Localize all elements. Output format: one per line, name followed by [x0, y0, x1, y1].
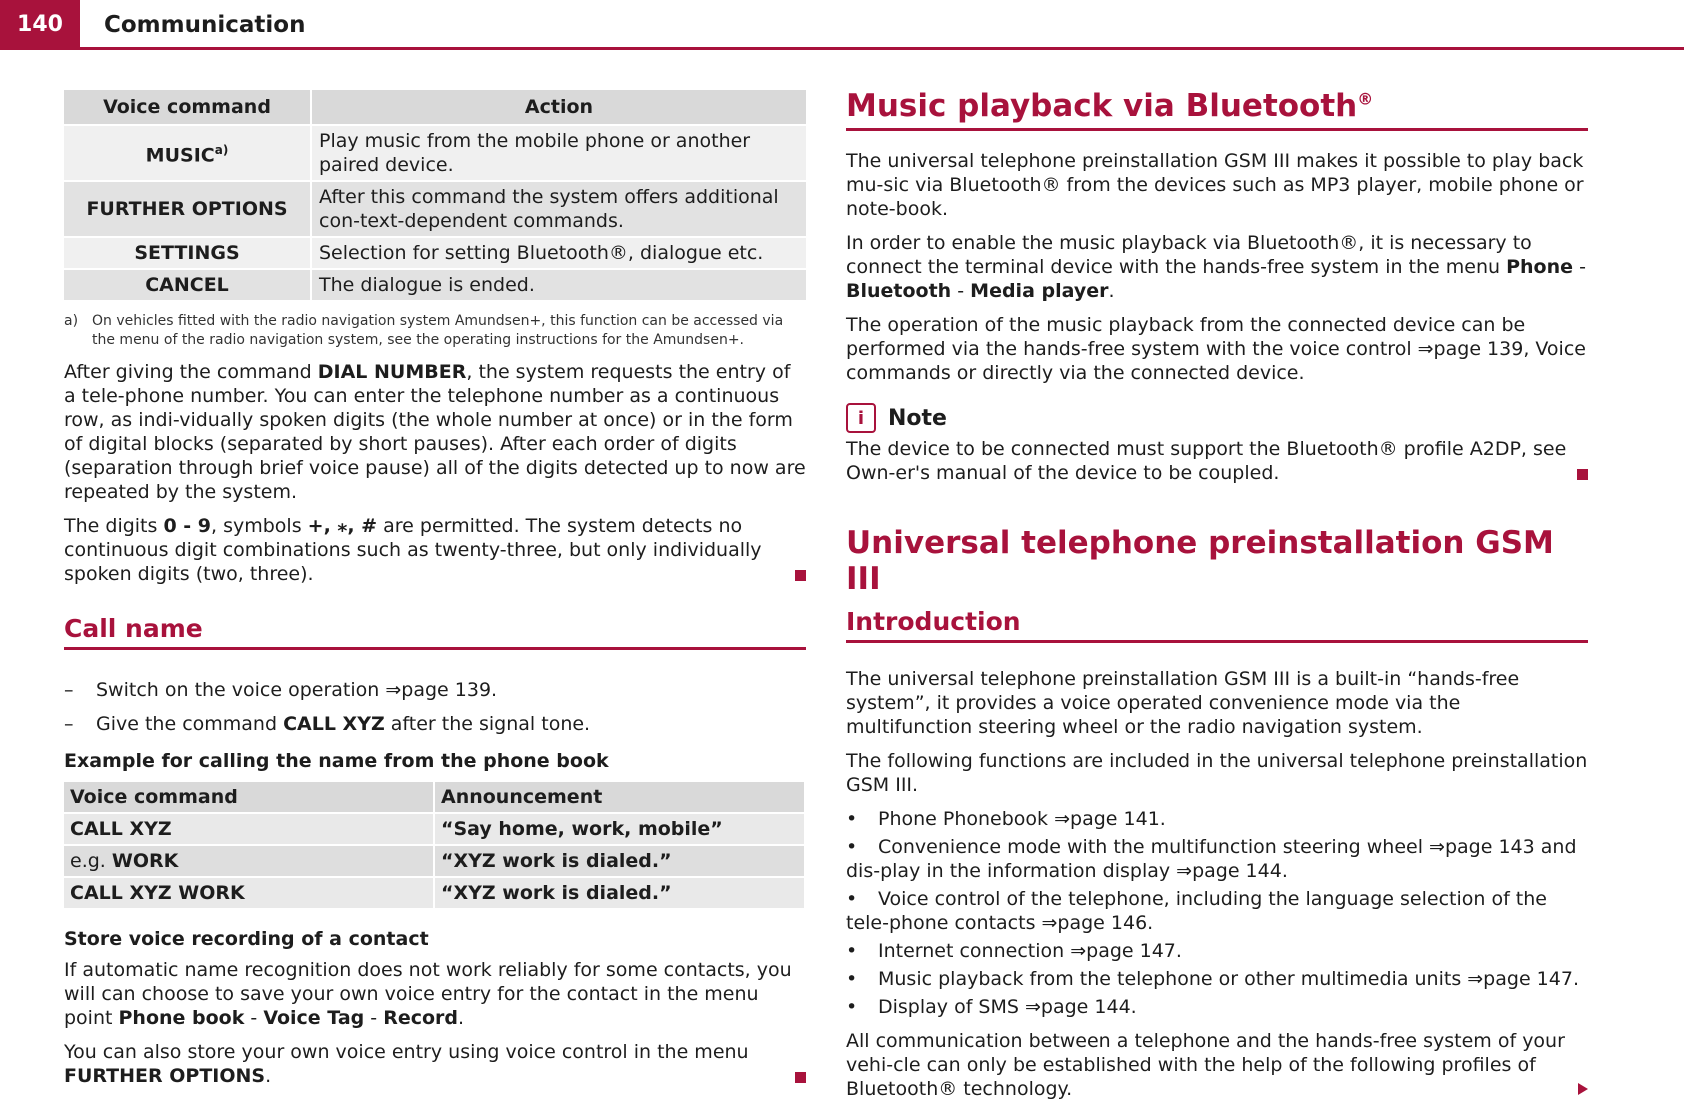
paragraph-intro-3: All communication between a telephone and the hands-free system of your vehi-cle can only be established with the help of the following profiles of Bluetooth® technology. — [846, 1029, 1588, 1101]
heading-call-name: Call name — [64, 614, 806, 650]
table-row — [64, 126, 806, 180]
table-row: CALL XYZ “Say home, work, mobile” — [64, 814, 806, 844]
command-cell: FURTHER OPTIONS — [64, 182, 312, 236]
list-item: – Give the command CALL XYZ after the signal tone. — [64, 713, 591, 735]
table-header: Voice command — [64, 90, 312, 124]
list-item: • Voice control of the telephone, including the language selection of the tele-phone contacts ⇒page 146. — [846, 888, 1547, 934]
function-list — [846, 807, 1588, 1019]
footnote-marker: a) — [64, 313, 79, 329]
paragraph-digits: The digits 0 - 9, symbols +, ⁎, # are permitted. The system detects no continuous digit combinations such as twenty-three, but only individually spoken digits (two, three). — [64, 514, 806, 586]
paragraph-music-1: The universal telephone preinstallation GSM III makes it possible to play back mu-sic via Bluetooth® from the devices such as MP3 player, mobile phone or note-book. — [846, 150, 1584, 220]
note-text: The device to be connected must support the Bluetooth® profile A2DP, see Own-er's manual of the device to be coupled. — [846, 437, 1588, 485]
example-heading: Example for calling the name from the phone book — [64, 750, 609, 772]
command-cell: SETTINGS — [64, 238, 312, 268]
list-item: • Convenience mode with the multifunction steering wheel ⇒page 143 and dis-play in the information display ⇒page 144. — [846, 836, 1577, 882]
paragraph-music-2: In order to enable the music playback via Bluetooth®, it is necessary to connect the terminal device with the hands-free system in the menu Phone - Bluetooth - Media player. — [846, 232, 1586, 302]
list-item: – Switch on the voice operation ⇒page 139. — [64, 679, 498, 701]
footnote-text: On vehicles fitted with the radio navigation system Amundsen+, this function can be accessed via the menu of the radio navigation system, see the operating instructions for the Amundsen+. — [92, 313, 784, 348]
footnote-ref: a) — [214, 143, 229, 158]
table-header: Action — [312, 90, 806, 124]
paragraph-music-3: The operation of the music playback from the connected device can be performed via the hands-free system with the voice control ⇒page 139, Voice commands or directly via the connected device. — [846, 314, 1586, 384]
action-cell: After this command the system offers additional con-text-dependent commands. — [312, 182, 806, 236]
section-end-icon — [795, 1072, 806, 1083]
heading-music-playback: Music playback via Bluetooth® — [846, 88, 1588, 131]
table-header: Announcement — [435, 782, 806, 812]
action-cell: Selection for setting Bluetooth®, dialogue etc. — [312, 238, 806, 268]
note-label: Note — [888, 405, 947, 431]
heading-introduction: Introduction — [846, 607, 1588, 643]
table-row: CALL XYZ WORK “XYZ work is dialed.” — [64, 878, 806, 908]
list-item: • Phone Phonebook ⇒page 141. — [846, 808, 1166, 830]
paragraph-further-options: You can also store your own voice entry using voice control in the menu FURTHER OPTIONS. — [64, 1040, 806, 1088]
paragraph-intro-1: The universal telephone preinstallation GSM III is a built-in “hands-free system”, it provides a voice operated convenience mode via the multifunction steering wheel or the radio navigation system. — [846, 668, 1520, 738]
right-column — [846, 88, 1588, 1111]
section-end-icon — [1577, 469, 1588, 480]
info-icon: i — [846, 403, 876, 433]
heading-gsm: Universal telephone preinstallation GSM III — [846, 525, 1554, 597]
left-column — [64, 88, 806, 1098]
command-cell: CANCEL — [64, 270, 312, 300]
command-cell: MUSIC — [145, 144, 215, 167]
page-number: 140 — [0, 0, 80, 50]
section-end-icon — [795, 570, 806, 581]
paragraph-store: If automatic name recognition does not work reliably for some contacts, you will can choose to save your own voice entry for the contact in the menu point Phone book - Voice Tag - Record. — [64, 959, 792, 1029]
list-item: • Display of SMS ⇒page 144. — [846, 996, 1137, 1018]
table-row — [64, 182, 806, 236]
voice-command-table — [64, 88, 806, 302]
action-cell: The dialogue is ended. — [312, 270, 806, 300]
section-title: Communication — [104, 12, 306, 38]
list-item: • Internet connection ⇒page 147. — [846, 940, 1182, 962]
list-item: • Music playback from the telephone or other multimedia units ⇒page 147. — [846, 968, 1579, 990]
header-rule — [80, 47, 1684, 50]
table-row: e.g. WORK “XYZ work is dialed.” — [64, 846, 806, 876]
note-header — [846, 403, 1588, 433]
table-row — [64, 238, 806, 268]
action-cell: Play music from the mobile phone or another paired device. — [312, 126, 806, 180]
table-row — [64, 270, 806, 300]
store-heading: Store voice recording of a contact — [64, 928, 429, 950]
footnote — [64, 312, 806, 350]
table-header: Voice command — [64, 782, 435, 812]
paragraph-dial-number: After giving the command DIAL NUMBER, the system requests the entry of a tele-phone number. You can enter the telephone number as a continuous row, as indi-vidually spoken digits (the whole number at once) or in the form of digital blocks (separated by short pauses). After each order of digits (separation through brief voice pause) all of the digits detected up to now are repeated by the system. — [64, 361, 806, 503]
paragraph-intro-2: The following functions are included in the universal telephone preinstallation GSM III. — [846, 750, 1588, 796]
example-table — [64, 780, 806, 910]
